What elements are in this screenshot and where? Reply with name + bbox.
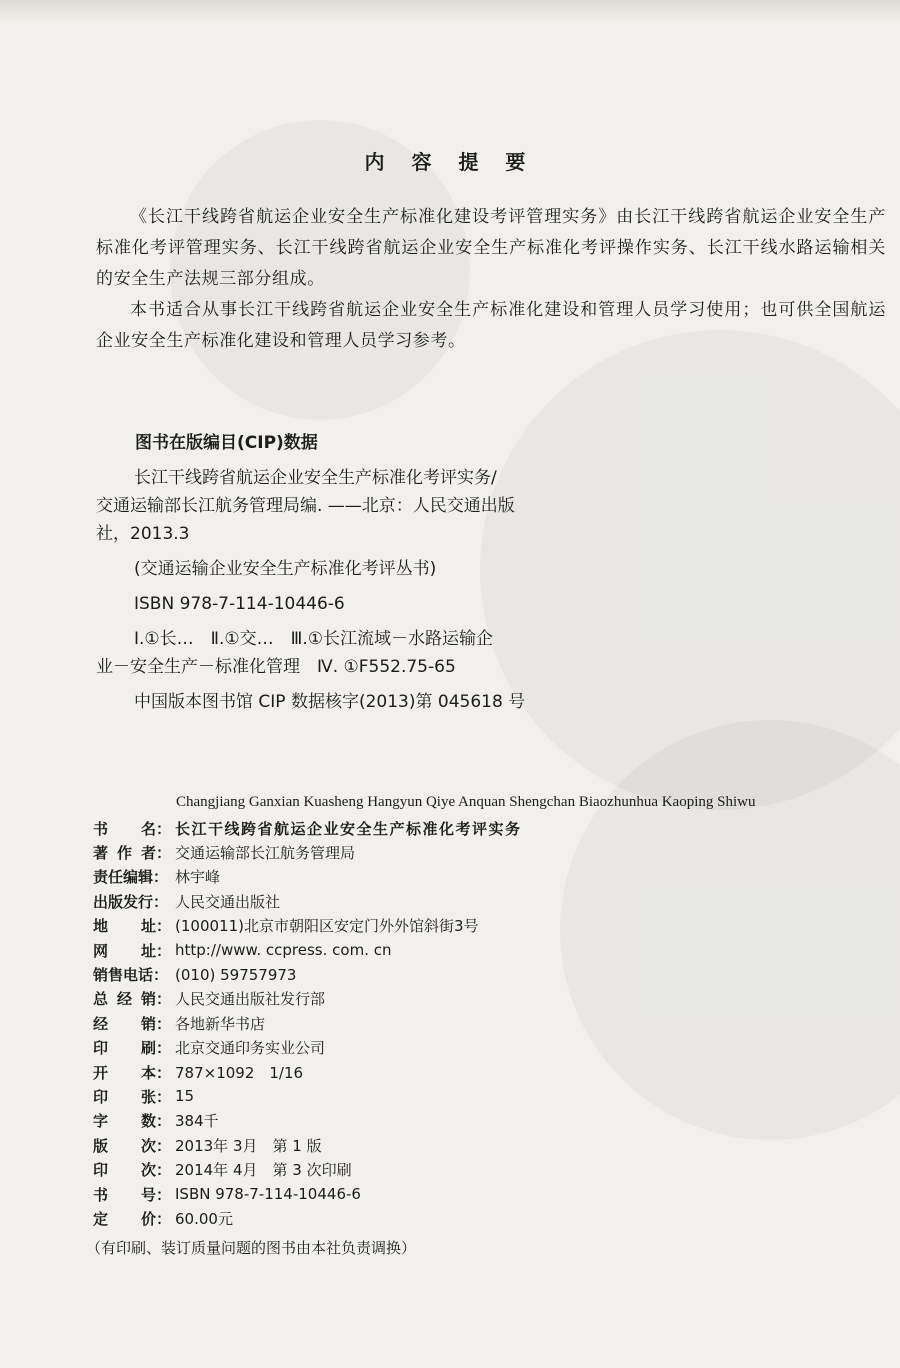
colophon-label-part: 张： [140, 1087, 171, 1106]
colophon-value: http://www. ccpress. com. cn [175, 941, 392, 960]
colophon-label [93, 1135, 173, 1156]
colophon-label [93, 866, 173, 887]
colophon-label-part: 书 [93, 1185, 109, 1204]
colophon-value: 2014年 4月 第 3 次印刷 [175, 1161, 352, 1180]
colophon-label [93, 1159, 173, 1180]
colophon-label [93, 988, 173, 1009]
colophon-label [93, 1208, 173, 1229]
top-edge-shadow [0, 0, 900, 22]
summary-title: 内 容 提 要 [364, 150, 536, 174]
colophon-label-part: 价： [140, 1209, 171, 1228]
colophon-label [93, 842, 173, 863]
colophon-label-part: 字 [93, 1112, 109, 1131]
colophon-label-part: 者： [140, 844, 171, 863]
quality-notice: （有印刷、装订质量问题的图书由本社负责调换） [86, 1239, 417, 1257]
colophon-label-part: 印 [93, 1039, 109, 1058]
colophon-label-part: 址： [140, 941, 171, 960]
colophon-label [93, 1086, 173, 1107]
colophon-row [93, 938, 853, 962]
colophon-label-part: 号： [140, 1185, 171, 1204]
colophon-value: 384千 [175, 1112, 219, 1131]
cip-line: 业－安全生产－标准化管理 Ⅳ. ①F552.75-65 [96, 657, 456, 677]
cip-line: Ⅰ.①长… Ⅱ.①交… Ⅲ.①长江流域－水路运输企 [134, 629, 494, 649]
colophon-row [93, 1084, 853, 1108]
colophon-label-part: 版 [93, 1136, 109, 1155]
colophon-label-part: 次： [140, 1136, 171, 1155]
colophon-label-part: 经 [93, 1014, 109, 1033]
colophon-value: 交通运输部长江航务管理局 [175, 844, 356, 863]
colophon-value: 787×1092 1/16 [175, 1063, 304, 1082]
summary-body [96, 202, 886, 357]
colophon-row [93, 1157, 853, 1181]
colophon-label-part: 总 [93, 990, 109, 1009]
colophon-row [93, 1011, 853, 1035]
colophon-label-part: 次： [140, 1161, 171, 1180]
colophon-label [93, 1110, 173, 1131]
colophon-label-part: 书 [93, 819, 109, 838]
colophon-label-part: 销售电话： [93, 966, 169, 985]
colophon-value: 15 [175, 1087, 195, 1106]
colophon-label [93, 940, 173, 961]
colophon-label [93, 818, 173, 839]
colophon-label [93, 1062, 173, 1083]
colophon-label-part: 印 [93, 1087, 109, 1106]
colophon-value: 人民交通出版社 [175, 892, 281, 911]
colophon-label-part: 销： [140, 1014, 171, 1033]
pinyin-title: Changjiang Ganxian Kuasheng Hangyun Qiye Anquan Shengchan Biaozhunhua Kaoping Shiwu [176, 794, 756, 810]
colophon-value: (010) 59757973 [175, 965, 297, 984]
colophon-label-part: 定 [93, 1209, 109, 1228]
colophon-label [93, 1037, 173, 1058]
colophon-label-part: 刷： [140, 1039, 171, 1058]
colophon-row [93, 962, 853, 986]
colophon-row [93, 1036, 853, 1060]
colophon-row [93, 1060, 853, 1084]
colophon-row [93, 987, 853, 1011]
colophon-label [93, 964, 173, 985]
cip-line: 交通运输部长江航务管理局编. ——北京：人民交通出版 [96, 496, 515, 516]
colophon-value: 人民交通出版社发行部 [175, 990, 326, 1009]
summary-paragraph: 《长江干线跨省航运企业安全生产标准化建设考评管理实务》由长江干线跨省航运企业安全生产标准化考评管理实务、长江干线跨省航运企业安全生产标准化考评操作实务、长江干线水路运输相关的安全生产法规三部分组成。 [96, 207, 886, 289]
colophon-label-part: 作 [116, 844, 132, 863]
colophon-row [93, 914, 853, 938]
cip-line: 中国版本图书馆 CIP 数据核字(2013)第 045618 号 [134, 692, 526, 712]
colophon-label-part: 开 [93, 1063, 109, 1082]
summary-paragraph: 本书适合从事长江干线跨省航运企业安全生产标准化建设和管理人员学习使用；也可供全国航运企业安全生产标准化建设和管理人员学习参考。 [96, 300, 886, 351]
cip-record [96, 464, 626, 723]
colophon-row [93, 1133, 853, 1157]
colophon-label-part: 印 [93, 1161, 109, 1180]
colophon-row [93, 889, 853, 913]
colophon-label-part: 网 [93, 941, 109, 960]
colophon-row [93, 816, 853, 840]
colophon-label [93, 915, 173, 936]
colophon-label-part: 地 [93, 917, 109, 936]
colophon-label-part: 数： [140, 1112, 171, 1131]
colophon-value: 北京交通印务实业公司 [175, 1039, 326, 1058]
colophon-label-part: 本： [140, 1063, 171, 1082]
colophon-value: 各地新华书店 [175, 1014, 266, 1033]
colophon-value: 林宇峰 [175, 868, 221, 887]
colophon-table [93, 816, 853, 1231]
colophon-label-part: 销： [140, 990, 171, 1009]
colophon-label [93, 1184, 173, 1205]
colophon-row [93, 1182, 853, 1206]
cip-line: 社，2013.3 [96, 524, 190, 544]
cip-line: 长江干线跨省航运企业安全生产标准化考评实务/ [134, 468, 497, 488]
colophon-label-part: 经 [116, 990, 132, 1009]
cip-line: ISBN 978-7-114-10446-6 [134, 594, 345, 614]
colophon-value: 长江干线跨省航运企业安全生产标准化考评实务 [175, 819, 522, 838]
colophon-label-part: 名： [140, 819, 171, 838]
cip-line: (交通运输企业安全生产标准化考评丛书) [134, 559, 437, 579]
colophon-value: ISBN 978-7-114-10446-6 [175, 1185, 361, 1204]
colophon-label-part: 出版发行： [93, 892, 169, 911]
colophon-row [93, 865, 853, 889]
colophon-label [93, 1013, 173, 1034]
colophon-row [93, 1109, 853, 1133]
colophon-value: 2013年 3月 第 1 版 [175, 1136, 322, 1155]
colophon-value: (100011)北京市朝阳区安定门外外馆斜街3号 [175, 917, 479, 936]
colophon-label-part: 责任编辑： [93, 868, 169, 887]
colophon-value: 60.00元 [175, 1209, 233, 1228]
colophon-row [93, 1206, 853, 1230]
colophon-label [93, 891, 173, 912]
colophon-row [93, 840, 853, 864]
cip-title: 图书在版编目(CIP)数据 [135, 433, 318, 453]
colophon-label-part: 址： [140, 917, 171, 936]
colophon-label-part: 著 [93, 844, 109, 863]
